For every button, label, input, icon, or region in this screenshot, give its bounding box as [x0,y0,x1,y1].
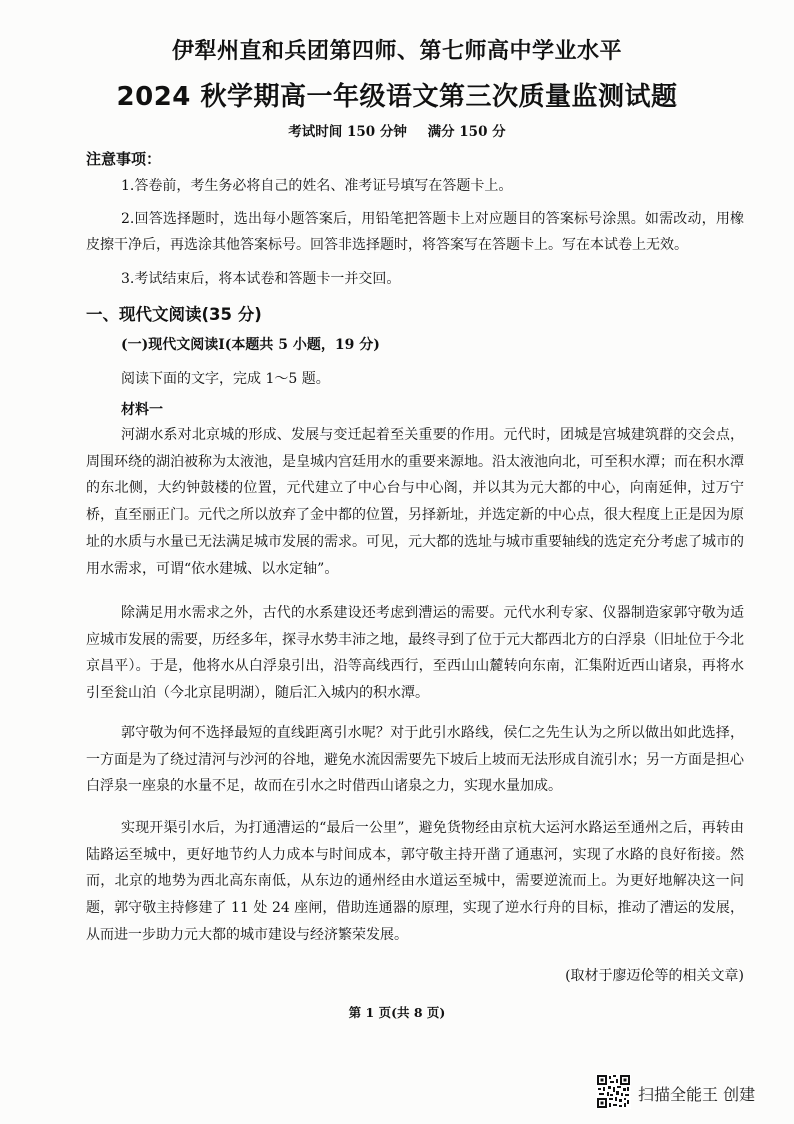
notice-item-2: 2.回答选择题时，选出每小题答案后，用铅笔把答题卡上对应题目的答案标号涂黑。如需改动，用橡皮擦干净后，再选涂其他答案标号。回答非选择题时，将答案写在答题卡上。写在本试卷上无效。 [86,211,744,253]
full-score: 满分 150 分 [427,124,506,140]
qr-code-icon [596,1074,631,1109]
exam-meta [0,120,794,140]
notice-heading: 注意事项： [86,150,162,168]
sub-section-heading: (一)现代文阅读Ⅰ(本题共 5 小题，19 分) [121,337,380,353]
watermark-text: 扫描全能王 创建 [638,1085,756,1104]
passage-paragraph-1: 河湖水系对北京城的形成、发展与变迁起着至关重要的作用。元代时，团城是宫城建筑群的交会点，周围环绕的湖泊被称为太液池，是皇城内宫廷用水的重要来源地。沿太液池向北，可至积水潭；而在积水潭的东北侧，大约钟鼓楼的位置，元代建立了中心台与中心阁，并以其为元大都的中心，向南延伸，过万宁桥，直至丽正门。元代之所以放弃了金中都的位置，另择新址，并选定新的中心点，很大程度上正是因为原址的水质与水量已无法满足城市发展的需求。可见，元大都的选址与城市重要轴线的选定充分考虑了城市的用水需求，可谓“依水建城、以水定轴”。 [86,427,744,577]
notice-item-3: 3.考试结束后，将本试卷和答题卡一并交回。 [121,271,401,287]
section-heading: 一、现代文阅读(35 分) [86,305,262,324]
passage-source: (取材于廖迈伦等的相关文章) [565,968,744,984]
notice-item-1: 1.答卷前，考生务必将自己的姓名、准考证号填写在答题卡上。 [121,178,513,194]
material-label: 材料一 [121,402,163,418]
exam-title-line2: 2024 秋学期高一年级语文第三次质量监测试题 [116,82,678,112]
passage-paragraph-2: 除满足用水需求之外，古代的水系建设还考虑到漕运的需要。元代水利专家、仪器制造家郭守敬为适应城市发展的需要，历经多年，探寻水势丰沛之地，最终寻到了位于元大都西北方的白浮泉（旧址位于今北京昌平）。于是，他将水从白浮泉引出，沿等高线西行，至西山山麓转向东南，汇集附近西山诸泉，再将水引至瓮山泊（今北京昆明湖），随后汇入城内的积水潭。 [86,605,744,702]
passage-paragraph-4: 实现开渠引水后，为打通漕运的“最后一公里”，避免货物经由京杭大运河水路运至通州之后，再转由陆路运至城中，更好地节约人力成本与时间成本，郭守敬主持开凿了通惠河，实现了水路的良好衔接。然而，北京的地势为西北高东南低，从东边的通州经由水道运至城中，需要逆流而上。为更好地解决这一问题，郭守敬主持修建了 11 处 24 座闸，借助连通器的原理，实现了逆水行舟的目标，推动了漕运的发展，从而进一步助力元大都的城市建设与经济繁荣发展。 [86,820,744,943]
page-number: 第 1 页(共 8 页) [348,1005,446,1020]
reading-instruction: 阅读下面的文字，完成 1～5 题。 [121,371,330,387]
scanner-watermark [596,1074,774,1114]
passage-paragraph-3: 郭守敬为何不选择最短的直线距离引水呢？对于此引水路线，侯仁之先生认为之所以做出如此选择，一方面是为了绕过清河与沙河的谷地，避免水流因需要先下坡后上坡而无法形成自流引水；另一方面是担心白浮泉一座泉的水量不足，故而在引水之时借西山诸泉之力，实现水量加成。 [86,725,744,795]
exam-title-line1: 伊犁州直和兵团第四师、第七师高中学业水平 [171,39,622,64]
exam-time: 考试时间 150 分钟 [288,124,407,140]
